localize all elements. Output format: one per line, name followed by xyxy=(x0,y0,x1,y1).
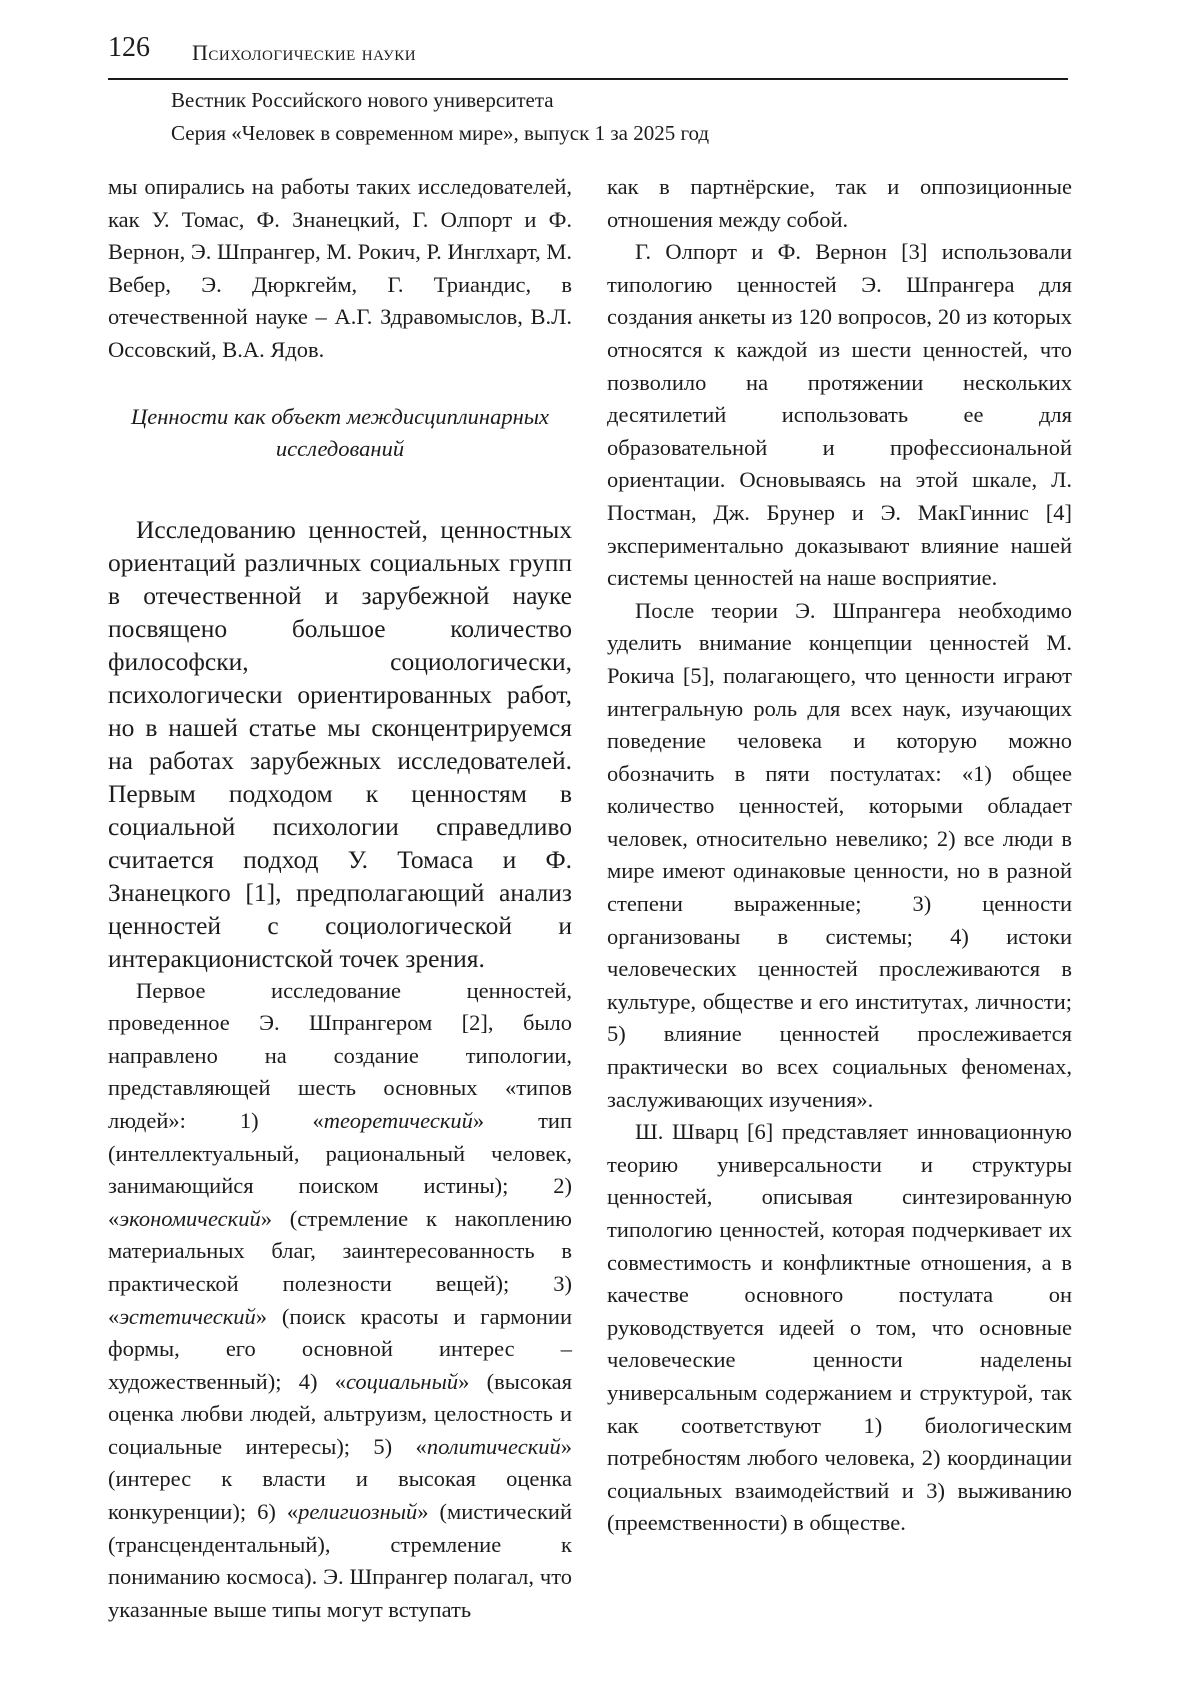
section-subheading xyxy=(108,401,572,465)
italic-term: политический xyxy=(426,1433,561,1459)
paragraph-continuation: как в партнёрские, так и оппозиционные отношения между собой. xyxy=(607,174,1072,232)
italic-term: экономический xyxy=(119,1205,261,1231)
paragraph-schwartz: Ш. Шварц [6] представляет инновационную теорию универсальности и структуры ценностей, описывая синтезированную типологию ценностей, которая подчеркивает их совместимость и конфликтные отношения, а в качестве основного постулата он руководствуется идеей о том, что основные человеческие ценности наделены универсальным содержанием и структурой, так как соответствуют 1) биологическим потребностям любого человека, 2) координации социальных взаимодействий и 3) выживанию (преемственности) в обществе. xyxy=(607,1119,1072,1536)
text-run: » тип (интеллектуальный, рациональный человек, занимающийся поиском истины); 2) « xyxy=(108,1107,572,1231)
running-header xyxy=(108,30,1068,80)
text-run: » (поиск красоты и гармонии формы, его основной интерес – художественный); 4) « xyxy=(108,1303,572,1394)
italic-term: теоретический xyxy=(323,1107,473,1133)
subheading-line-1: Ценности как объект междисциплинарных xyxy=(131,403,549,429)
paragraph-spranger-types xyxy=(108,975,572,1627)
journal-info xyxy=(171,84,709,150)
page-number: 126 xyxy=(108,32,150,63)
section-title: Психологические науки xyxy=(192,40,417,65)
text-run: » (стремление к накоплению материальных благ, заинтересованность в практической полезности вещей); 3) « xyxy=(108,1205,572,1329)
italic-term: религиозный xyxy=(298,1499,418,1525)
paragraph-olport-vernon: Г. Олпорт и Ф. Вернон [3] использовали типологию ценностей Э. Шпрангера для создания анкеты из 120 вопросов, 20 из которых относятся к каждой из шести ценностей, что позволило на протяжении нескольких десятилетий использовать ее для образовательной и профессиональной ориентации. Основываясь на этой шкале, Л. Постман, Дж. Брунер и Э. МакГиннис [4] экспериментально доказывают влияние нашей системы ценностей на наше восприятие. xyxy=(607,239,1072,591)
journal-title: Вестник Российского нового университета xyxy=(171,88,554,112)
italic-term: социальный xyxy=(345,1368,459,1394)
paragraph-rokeach: После теории Э. Шпрангера необходимо уделить внимание концепции ценностей М. Рокича [5], полагающего, что ценности играют интегральную роль для всех наук, изучающих поведение человека и которую можно обозначить в пяти постулатах: «1) общее количество ценностей, которыми обладает человек, относительно невелико; 2) все люди в мире имеют одинаковые ценности, но в разной степени выраженные; 3) ценности организованы в системы; 4) истоки человеческих ценностей прослеживаются в культуре, обществе и его институтах, личности; 5) влияние ценностей прослеживается практически во всех социальных феноменах, заслуживающих изучения». xyxy=(607,597,1072,1112)
italic-term: эстетический xyxy=(119,1303,256,1329)
lead-paragraph: Исследованию ценностей, ценностных ориентаций различных социальных групп в отечественной и зарубежной науке посвящено большое количество философски, социологически, психологически ориентированных работ, но в нашей статье мы сконцентрируемся на работах зарубежных исследователей. Первым подходом к ценностям в социальной психологии справедливо считается подход У. Томаса и Ф. Знанецкого [1], предполагающий анализ ценностей с социологической и интеракционистской точек зрения. xyxy=(108,514,572,973)
text-run: Первое исследование ценностей, проведенное Э. Шпрангером [2], было направлено на создание типологии, представляющей шесть основных «типов людей»: 1) « xyxy=(108,977,572,1133)
left-column xyxy=(108,171,572,1626)
text-run: » (мистический (трансцендентальный), стремление к пониманию космоса). Э. Шпрангер полагал, что указанные выше типы могут вступать xyxy=(108,1499,572,1622)
right-column xyxy=(607,171,1072,1540)
text-run: » (высокая оценка любви людей, альтруизм, целостность и социальные интересы); 5) « xyxy=(108,1368,572,1459)
paragraph-intro: мы опирались на работы таких исследователей, как У. Томас, Ф. Знанецкий, Г. Олпорт и Ф. Вернон, Э. Шпрангер, М. Рокич, Р. Инглхарт, М. Вебер, Э. Дюркгейм, Г. Триандис, в отечественной науке – А.Г. Здравомыслов, В.Л. Оссовский, В.А. Ядов. xyxy=(108,174,572,362)
subheading-line-2: исследований xyxy=(275,435,405,461)
journal-series: Серия «Человек в современном мире», выпуск 1 за 2025 год xyxy=(171,121,710,145)
text-run: » (интерес к власти и высокая оценка конкуренции); 6) « xyxy=(108,1433,572,1525)
